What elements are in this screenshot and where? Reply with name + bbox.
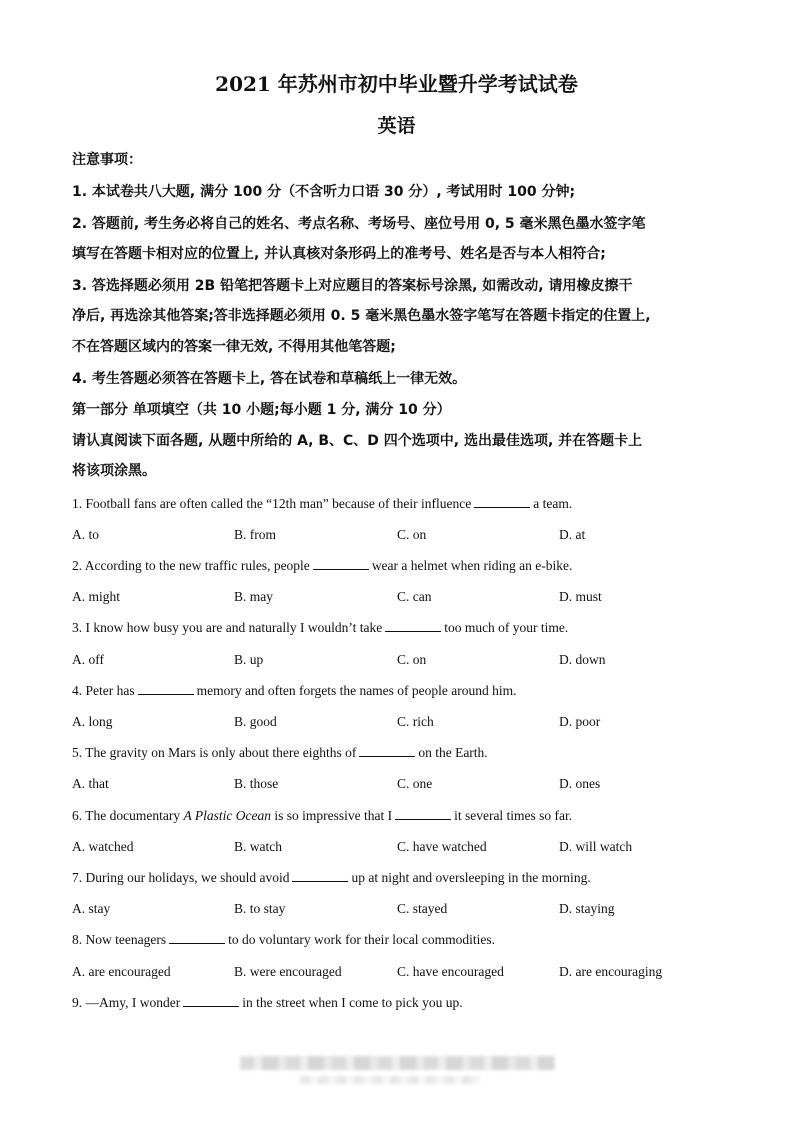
options-row	[72, 900, 732, 918]
answer-blank	[292, 869, 348, 882]
question-4	[72, 682, 732, 700]
question-text: 2. According to the new traffic rules, people	[72, 558, 310, 573]
option-b: B. from	[234, 527, 276, 542]
option-b: B. watch	[234, 839, 282, 854]
answer-blank	[183, 994, 239, 1007]
question-text: memory and often forgets the names of people around him.	[196, 683, 517, 698]
question-text: too much of your time.	[444, 620, 569, 635]
option-b: B. were encouraged	[234, 964, 342, 979]
options-row	[72, 963, 732, 981]
notes-line: 不在答题区域内的答案一律无效, 不得用其他笔答题;	[72, 339, 396, 355]
option-a: A. are encouraged	[72, 964, 171, 979]
question-text: in the street when I come to pick you up.	[242, 995, 463, 1010]
option-a: A. to	[72, 527, 99, 542]
options-row	[72, 588, 732, 606]
question-9	[72, 994, 732, 1012]
question-text: 4. Peter has	[72, 683, 135, 698]
option-b: B. good	[234, 714, 277, 729]
option-d: D. are encouraging	[559, 964, 663, 979]
option-c: C. rich	[397, 714, 434, 729]
option-c: C. can	[397, 589, 432, 604]
question-text: wear a helmet when riding an e-bike.	[371, 558, 573, 573]
answer-blank	[385, 619, 441, 632]
options-row	[72, 713, 732, 731]
options-row	[72, 838, 732, 856]
notes-heading: 注意事项：	[72, 152, 142, 168]
option-a: A. off	[72, 652, 104, 667]
question-text: 7. During our holidays, we should avoid	[72, 870, 290, 885]
answer-blank	[395, 807, 451, 820]
option-c: C. have encouraged	[397, 964, 504, 979]
option-b: B. to stay	[234, 901, 286, 916]
answer-blank	[169, 931, 225, 944]
question-5	[72, 744, 732, 762]
question-title-italic: A Plastic Ocean	[183, 808, 271, 823]
question-text: to do voluntary work for their local commodities.	[228, 932, 496, 947]
subject-title: 英语	[377, 115, 416, 137]
option-a: A. long	[72, 714, 113, 729]
option-d: D. down	[559, 652, 606, 667]
option-c: C. one	[397, 776, 433, 791]
options-row	[72, 526, 732, 544]
option-b: B. up	[234, 652, 264, 667]
question-6	[72, 807, 732, 825]
option-a: A. that	[72, 776, 109, 791]
part1-heading: 第一部分 单项填空（共 10 小题;每小题 1 分, 满分 10 分）	[72, 402, 451, 418]
question-text: 6. The documentary	[72, 808, 181, 823]
option-d: D. staying	[559, 901, 615, 916]
answer-blank	[359, 744, 415, 757]
notes-line: 净后, 再选涂其他答案;答非选择题必须用 0. 5 毫米黑色墨水签字笔写在答题卡指定的住置上,	[72, 308, 651, 324]
option-b: B. may	[234, 589, 273, 604]
question-7	[72, 869, 732, 887]
question-2	[72, 557, 732, 575]
question-text: a team.	[533, 496, 573, 511]
notes-line: 1. 本试卷共八大题, 满分 100 分（不含听力口语 30 分）, 考试用时 100 分钟;	[72, 184, 576, 200]
question-1	[72, 495, 732, 513]
blurred-watermark	[240, 1056, 555, 1070]
option-b: B. those	[234, 776, 279, 791]
option-c: C. have watched	[397, 839, 487, 854]
option-d: D. ones	[559, 776, 601, 791]
notes-line: 4. 考生答题必须答在答题卡上, 答在试卷和草稿纸上一律无效。	[72, 371, 467, 387]
question-text: it several times so far.	[454, 808, 573, 823]
options-row	[72, 775, 732, 793]
answer-blank	[313, 557, 369, 570]
answer-blank	[138, 682, 194, 695]
blurred-watermark	[300, 1076, 480, 1084]
question-text: is so impressive that I	[274, 808, 393, 823]
options-row	[72, 651, 732, 669]
option-a: A. watched	[72, 839, 134, 854]
option-d: D. poor	[559, 714, 601, 729]
option-a: A. might	[72, 589, 121, 604]
notes-line: 2. 答题前, 考生务必将自己的姓名、考点名称、考场号、座位号用 0, 5 毫米黑色墨水签字笔	[72, 216, 646, 232]
question-text: 5. The gravity on Mars is only about there eighths of	[72, 745, 357, 760]
option-c: C. on	[397, 527, 427, 542]
part1-instruction: 请认真阅读下面各题, 从题中所给的 A, B、C、D 四个选项中, 选出最佳选项, 并在答题卡上	[72, 433, 643, 449]
question-8	[72, 931, 732, 949]
option-d: D. at	[559, 527, 586, 542]
question-text: on the Earth.	[418, 745, 488, 760]
option-d: D. must	[559, 589, 602, 604]
exam-title: 2021 年苏州市初中毕业暨升学考试试卷	[215, 72, 578, 96]
notes-line: 3. 答选择题必须用 2B 铅笔把答题卡上对应题目的答案标号涂黑, 如需改动, 请用橡皮擦干	[72, 278, 633, 294]
notes-line: 填写在答题卡相对应的位置上, 并认真核对条形码上的准考号、姓名是否与本人相符合;	[72, 246, 606, 262]
question-text: 9. —Amy, I wonder	[72, 995, 181, 1010]
question-text: 1. Football fans are often called the “12th man” because of their influence	[72, 496, 472, 511]
answer-blank	[474, 495, 530, 508]
question-text: 3. I know how busy you are and naturally I wouldn’t take	[72, 620, 383, 635]
option-c: C. stayed	[397, 901, 448, 916]
question-text: up at night and oversleeping in the morning.	[351, 870, 591, 885]
option-d: D. will watch	[559, 839, 633, 854]
option-a: A. stay	[72, 901, 111, 916]
question-3	[72, 619, 732, 637]
part1-instruction: 将该项涂黑。	[72, 463, 156, 479]
option-c: C. on	[397, 652, 427, 667]
question-text: 8. Now teenagers	[72, 932, 167, 947]
